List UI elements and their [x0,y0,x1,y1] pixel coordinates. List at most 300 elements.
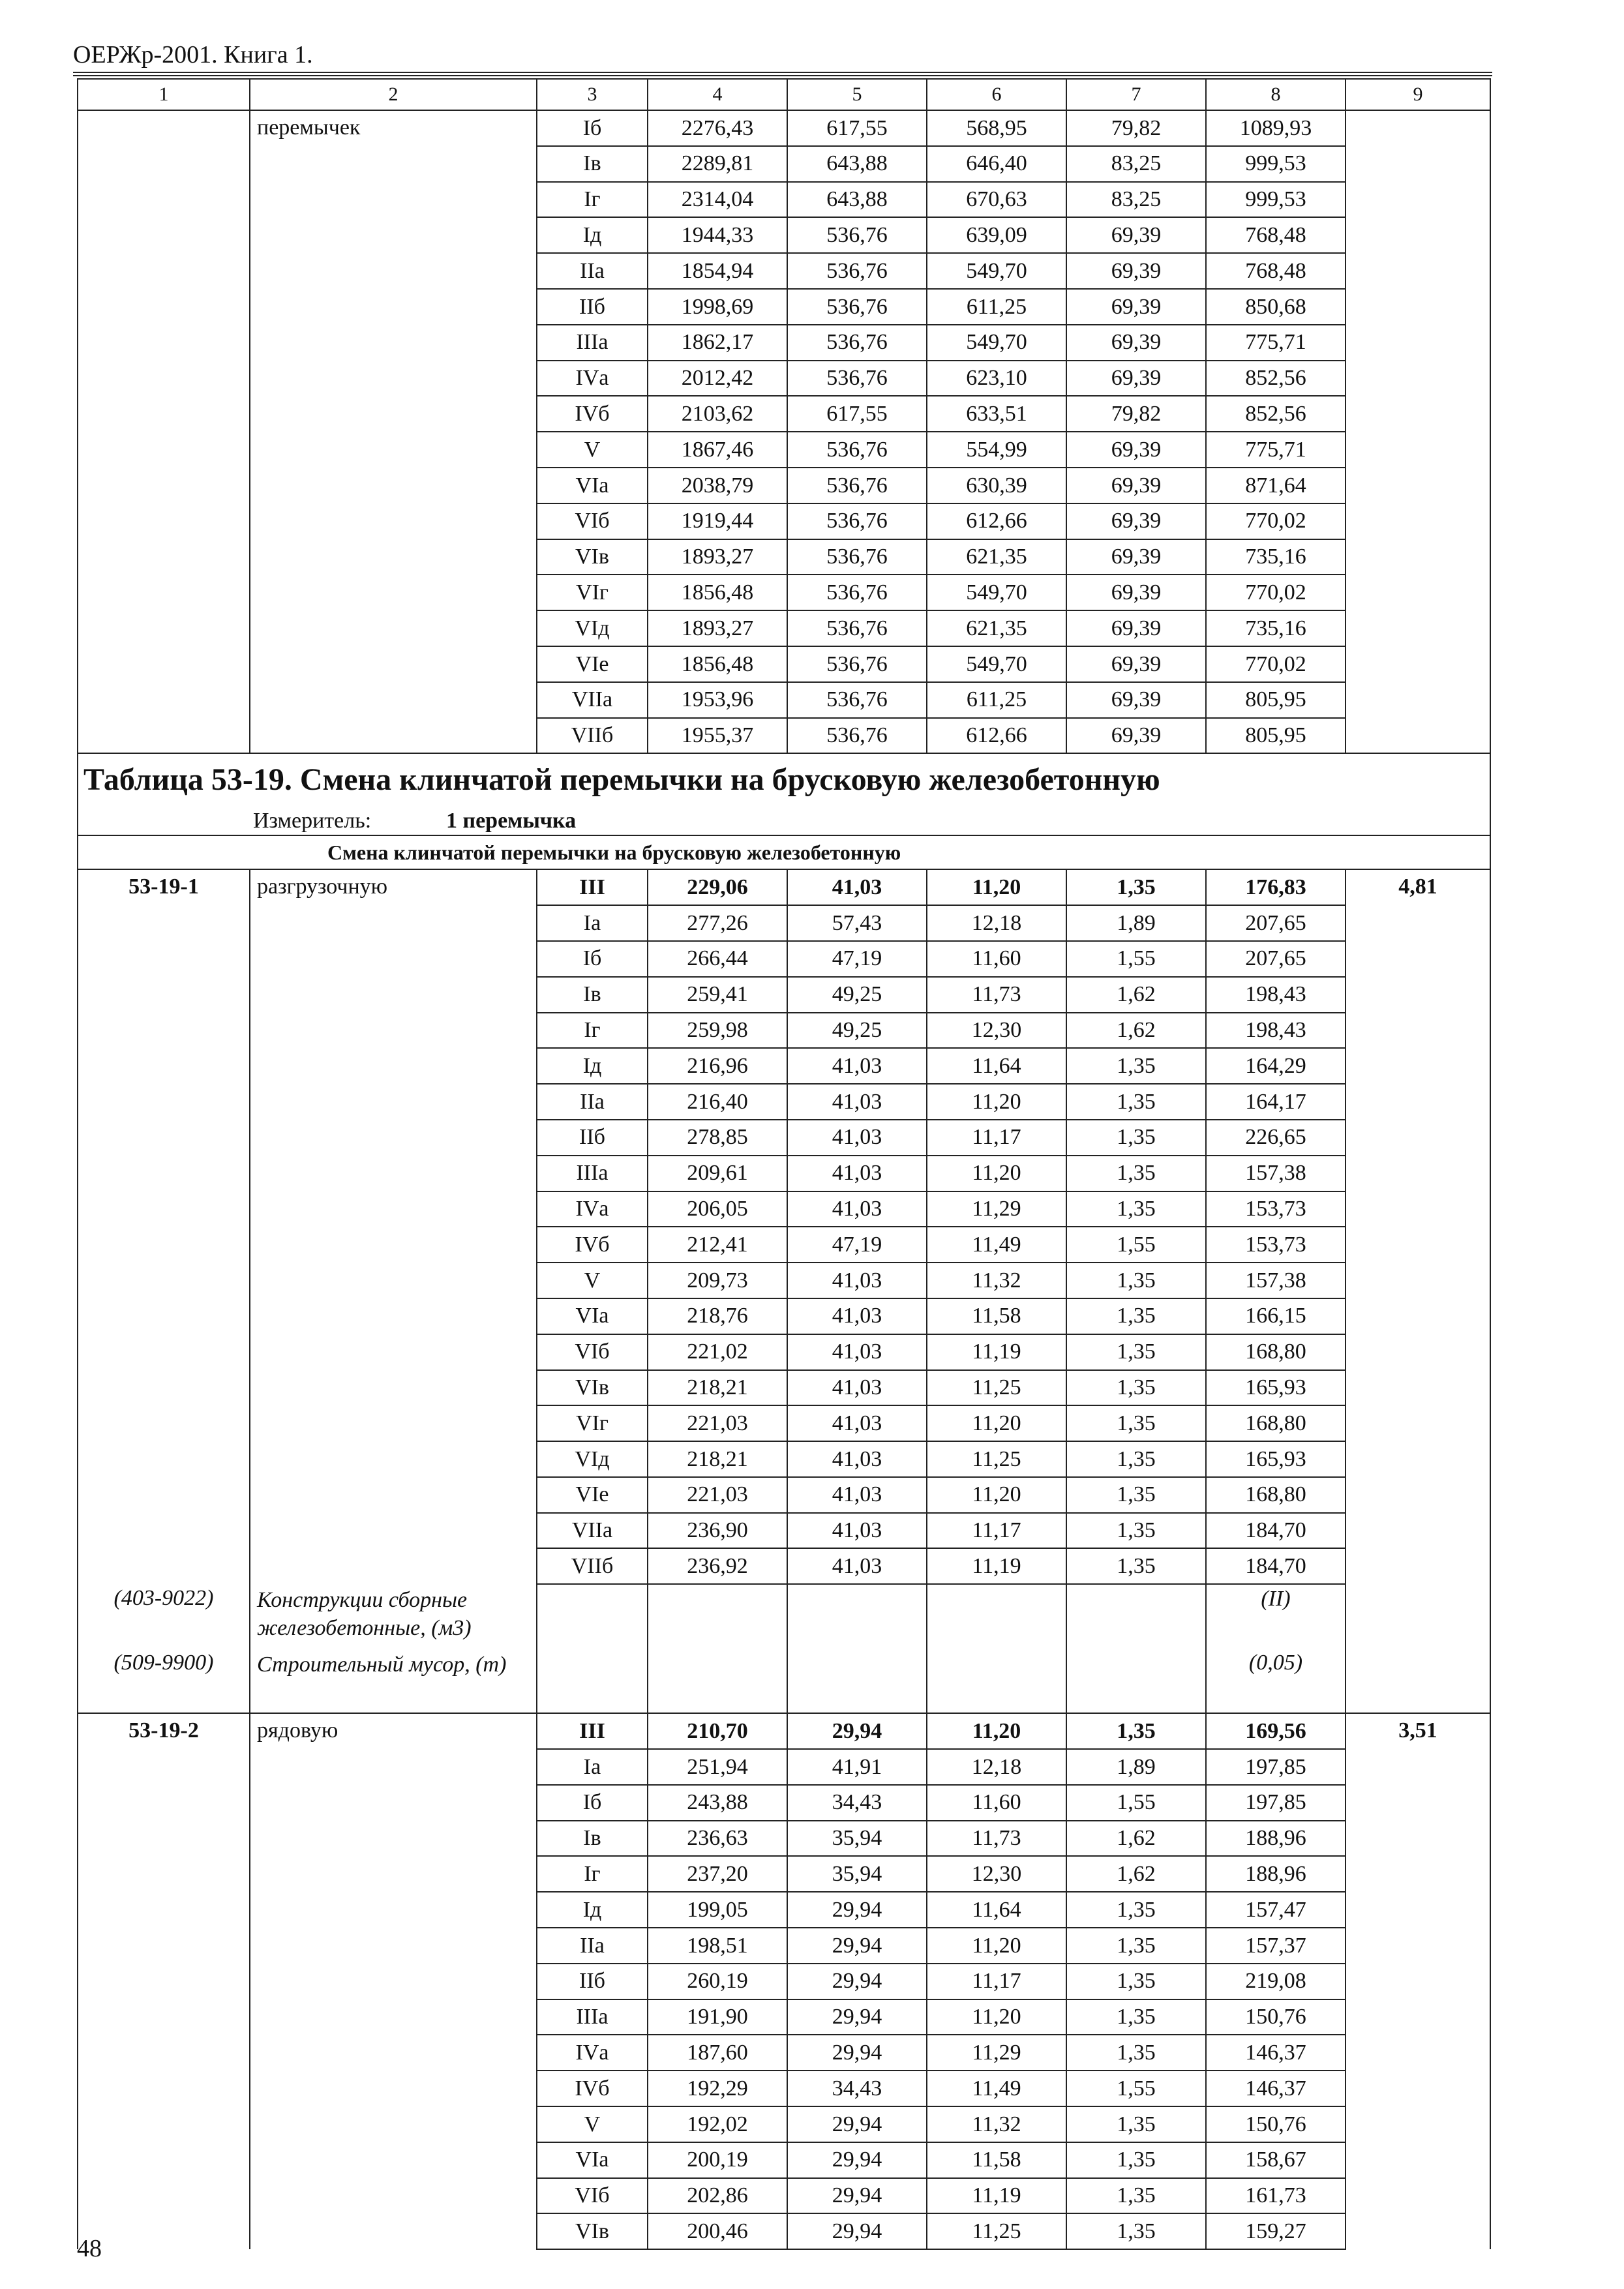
value-cell: 29,94 [787,1713,927,1749]
value-cell: 161,73 [1206,2178,1346,2214]
value-cell: 47,19 [787,941,927,977]
value-cell: 775,71 [1206,325,1346,361]
value-cell: 1,35 [1066,1713,1206,1749]
value-cell: 29,94 [787,2213,927,2249]
value-cell: 278,85 [648,1120,787,1156]
value-cell: 198,51 [648,1928,787,1964]
value-cell: 536,76 [787,646,927,682]
value-cell: 11,17 [927,1964,1066,1999]
value-cell: 41,03 [787,869,927,905]
zone-cell: IIIа [537,325,648,361]
subtitle-row [78,835,1490,869]
zone-cell: IIа [537,1928,648,1964]
value-cell: 153,73 [1206,1227,1346,1263]
value-cell: 146,37 [1206,2035,1346,2071]
value-cell: 1089,93 [1206,110,1346,146]
value-cell: 617,55 [787,110,927,146]
value-cell: 670,63 [927,182,1066,218]
value-cell: 29,94 [787,1999,927,2035]
value-cell: 11,58 [927,2142,1066,2178]
value-cell: 11,49 [927,1227,1066,1263]
empty-cell [927,1584,1066,1649]
value-cell: 11,60 [927,941,1066,977]
value-cell: 621,35 [927,539,1066,575]
value-cell: 168,80 [1206,1477,1346,1513]
value-cell: 259,41 [648,977,787,1013]
rate-code: 53-19-1 [78,869,250,1584]
value-cell: 1,62 [1066,1821,1206,1857]
resource-value: (II) [1206,1584,1346,1649]
value-cell: 1998,69 [648,289,787,325]
value-cell: 611,25 [927,289,1066,325]
zone-cell: IIб [537,289,648,325]
zone-cell: IIб [537,1120,648,1156]
zone-cell: V [537,432,648,468]
work-name: разгрузочную [250,869,537,1584]
zone-cell: III [537,1713,648,1749]
value-cell: 536,76 [787,289,927,325]
value-cell: 176,83 [1206,869,1346,905]
value-cell: 617,55 [787,396,927,432]
value-cell: 251,94 [648,1749,787,1785]
value-cell: 41,03 [787,1263,927,1298]
zone-cell: Iа [537,1749,648,1785]
value-cell: 852,56 [1206,396,1346,432]
zone-cell: IVб [537,2071,648,2106]
value-cell: 1,35 [1066,1048,1206,1084]
value-cell: 852,56 [1206,361,1346,396]
value-cell: 218,21 [648,1441,787,1477]
value-cell: 735,16 [1206,610,1346,646]
zone-cell: V [537,1263,648,1298]
column-number: 1 [78,79,250,110]
zone-cell: VIб [537,1334,648,1370]
value-cell: 169,56 [1206,1713,1346,1749]
value-cell: 159,27 [1206,2213,1346,2249]
value-cell: 999,53 [1206,146,1346,182]
value-cell: 29,94 [787,1964,927,1999]
value-cell: 646,40 [927,146,1066,182]
value-cell: 11,73 [927,977,1066,1013]
value-cell: 11,64 [927,1048,1066,1084]
value-cell: 1854,94 [648,253,787,289]
value-cell: 11,32 [927,2106,1066,2142]
value-cell: 536,76 [787,361,927,396]
zone-cell: Iг [537,182,648,218]
value-cell: 536,76 [787,325,927,361]
zone-cell: Iв [537,1821,648,1857]
value-cell: 191,90 [648,1999,787,2035]
value-cell: 41,03 [787,1120,927,1156]
value-cell: 219,08 [1206,1964,1346,1999]
value-cell: 536,76 [787,253,927,289]
empty-cell [537,1649,648,1713]
empty-cell [1066,1584,1206,1649]
value-cell: 11,25 [927,1370,1066,1406]
value-cell: 536,76 [787,682,927,718]
value-cell: 229,06 [648,869,787,905]
value-cell: 57,43 [787,905,927,941]
value-cell: 630,39 [927,468,1066,503]
resource-code: (403-9022) [78,1584,250,1649]
value-cell: 1,62 [1066,1013,1206,1049]
value-cell: 1919,44 [648,503,787,539]
column-number-row [78,79,1490,110]
value-cell: 1856,48 [648,575,787,610]
value-cell: 34,43 [787,2071,927,2106]
table-row [78,869,1490,905]
zone-cell: VIб [537,2178,648,2214]
value-cell: 568,95 [927,110,1066,146]
resource-code: (509-9900) [78,1649,250,1713]
resource-name: Конструкции сборные железобетонные, (м3) [250,1584,537,1649]
value-cell: 11,20 [927,869,1066,905]
value-cell: 12,18 [927,1749,1066,1785]
value-cell: 216,40 [648,1084,787,1120]
value-cell: 199,05 [648,1892,787,1928]
value-cell: 775,71 [1206,432,1346,468]
value-cell: 83,25 [1066,146,1206,182]
value-cell: 69,39 [1066,503,1206,539]
rate-code [78,110,250,753]
value-cell: 69,39 [1066,646,1206,682]
column-number: 9 [1346,79,1490,110]
value-cell: 1,55 [1066,2071,1206,2106]
value-cell: 1,55 [1066,1785,1206,1821]
value-cell: 41,03 [787,1084,927,1120]
table-subtitle: Смена клинчатой перемычки на брусковую железобетонную [78,835,1490,869]
value-cell: 850,68 [1206,289,1346,325]
empty-cell [648,1649,787,1713]
value-cell: 236,90 [648,1513,787,1549]
value-cell: 165,93 [1206,1370,1346,1406]
value-cell: 218,76 [648,1298,787,1334]
column-number: 5 [787,79,927,110]
value-cell: 41,91 [787,1749,927,1785]
value-cell: 206,05 [648,1191,787,1227]
value-cell: 49,25 [787,1013,927,1049]
value-cell: 12,18 [927,905,1066,941]
value-cell: 150,76 [1206,2106,1346,2142]
value-cell: 69,39 [1066,575,1206,610]
zone-cell: Iб [537,941,648,977]
value-cell: 2038,79 [648,468,787,503]
value-cell: 35,94 [787,1856,927,1892]
zone-cell: IIIа [537,1156,648,1191]
value-cell: 1,35 [1066,1156,1206,1191]
value-cell: 243,88 [648,1785,787,1821]
zone-cell: Iв [537,146,648,182]
value-cell: 168,80 [1206,1405,1346,1441]
meter-value: 1 перемычка [446,808,577,833]
value-cell: 41,03 [787,1370,927,1406]
value-cell: 41,03 [787,1441,927,1477]
value-cell: 1,35 [1066,869,1206,905]
resource-name: Строительный мусор, (т) [250,1649,537,1713]
value-cell: 1,35 [1066,1405,1206,1441]
value-cell: 11,17 [927,1120,1066,1156]
value-cell: 236,63 [648,1821,787,1857]
value-cell: 536,76 [787,718,927,754]
value-cell: 611,25 [927,682,1066,718]
meter-cell [78,806,1490,835]
value-cell: 11,64 [927,1892,1066,1928]
value-cell: 621,35 [927,610,1066,646]
value-cell: 1,62 [1066,977,1206,1013]
value-cell: 168,80 [1206,1334,1346,1370]
zone-cell: VIд [537,1441,648,1477]
value-cell: 12,30 [927,1856,1066,1892]
value-cell: 184,70 [1206,1548,1346,1584]
value-cell: 1893,27 [648,610,787,646]
value-cell: 221,02 [648,1334,787,1370]
value-cell: 11,49 [927,2071,1066,2106]
value-cell: 236,92 [648,1548,787,1584]
rates-table [77,78,1491,2250]
value-cell: 554,99 [927,432,1066,468]
value-cell: 49,25 [787,977,927,1013]
meter-row [78,806,1490,835]
value-cell: 11,29 [927,1191,1066,1227]
value-cell: 41,03 [787,1513,927,1549]
value-cell: 1,55 [1066,941,1206,977]
value-cell: 198,43 [1206,1013,1346,1049]
value-cell: 192,29 [648,2071,787,2106]
zone-cell: VIв [537,539,648,575]
zone-cell: Iд [537,1892,648,1928]
value-cell: 1,35 [1066,1999,1206,2035]
rate-code: 53-19-2 [78,1713,250,2249]
value-cell: 212,41 [648,1227,787,1263]
value-cell: 207,65 [1206,941,1346,977]
value-cell: 1944,33 [648,217,787,253]
value-cell: 1,35 [1066,1548,1206,1584]
value-cell: 11,19 [927,2178,1066,2214]
value-cell: 41,03 [787,1191,927,1227]
resource-row [78,1584,1490,1649]
value-cell: 1,35 [1066,2106,1206,2142]
value-cell: 200,19 [648,2142,787,2178]
value-cell: 1,35 [1066,1513,1206,1549]
zone-cell: Iа [537,905,648,941]
value-cell: 1,35 [1066,1191,1206,1227]
value-cell: 29,94 [787,2035,927,2071]
value-cell: 11,73 [927,1821,1066,1857]
zone-cell: IIIа [537,1999,648,2035]
value-cell: 11,19 [927,1334,1066,1370]
zone-cell: IIа [537,253,648,289]
value-cell: 770,02 [1206,646,1346,682]
table-title: Таблица 53-19. Смена клинчатой перемычки на брусковую железобетонную [78,753,1490,806]
empty-cell [787,1649,927,1713]
value-cell: 69,39 [1066,289,1206,325]
value-cell: 198,43 [1206,977,1346,1013]
value-cell: 11,19 [927,1548,1066,1584]
zone-cell: VIг [537,575,648,610]
value-cell: 770,02 [1206,575,1346,610]
value-cell: 536,76 [787,432,927,468]
value-cell: 164,29 [1206,1048,1346,1084]
zone-cell: VIе [537,646,648,682]
value-cell: 158,67 [1206,2142,1346,2178]
value-cell: 11,20 [927,1156,1066,1191]
zone-cell: III [537,869,648,905]
value-cell: 41,03 [787,1334,927,1370]
value-cell: 69,39 [1066,682,1206,718]
empty-cell [648,1584,787,1649]
zone-cell: Iб [537,110,648,146]
value-cell: 11,17 [927,1513,1066,1549]
value-cell: 1867,46 [648,432,787,468]
value-cell: 536,76 [787,539,927,575]
zone-cell: Iв [537,977,648,1013]
value-cell: 999,53 [1206,182,1346,218]
value-cell: 69,39 [1066,253,1206,289]
value-cell: 1,35 [1066,1892,1206,1928]
value-cell: 633,51 [927,396,1066,432]
value-cell: 218,21 [648,1370,787,1406]
zone-cell: Iг [537,1856,648,1892]
empty-cell [927,1649,1066,1713]
value-cell: 549,70 [927,575,1066,610]
value-cell: 69,39 [1066,325,1206,361]
value-cell: 197,85 [1206,1785,1346,1821]
value-cell: 200,46 [648,2213,787,2249]
value-cell: 536,76 [787,610,927,646]
value-cell: 1,89 [1066,905,1206,941]
value-cell: 41,03 [787,1405,927,1441]
zone-cell: IVб [537,396,648,432]
column-number: 3 [537,79,648,110]
value-cell: 2314,04 [648,182,787,218]
value-cell: 266,44 [648,941,787,977]
value-cell: 209,73 [648,1263,787,1298]
value-cell: 1893,27 [648,539,787,575]
value-cell: 768,48 [1206,253,1346,289]
value-cell: 29,94 [787,2142,927,2178]
value-cell: 188,96 [1206,1856,1346,1892]
value-cell: 69,39 [1066,361,1206,396]
work-name: перемычек [250,110,537,753]
value-cell: 153,73 [1206,1191,1346,1227]
zone-cell: VIв [537,2213,648,2249]
value-cell: 643,88 [787,146,927,182]
value-cell: 549,70 [927,325,1066,361]
value-cell: 1,35 [1066,2142,1206,2178]
value-cell: 536,76 [787,503,927,539]
value-cell: 83,25 [1066,182,1206,218]
value-cell: 768,48 [1206,217,1346,253]
value-cell: 35,94 [787,1821,927,1857]
value-cell: 1,89 [1066,1749,1206,1785]
value-cell: 69,39 [1066,718,1206,754]
value-cell: 1953,96 [648,682,787,718]
value-cell: 277,26 [648,905,787,941]
value-cell: 157,38 [1206,1156,1346,1191]
value-cell: 11,58 [927,1298,1066,1334]
col9-cell: 4,81 [1346,869,1490,1713]
empty-cell [537,1584,648,1649]
column-number: 7 [1066,79,1206,110]
column-number: 4 [648,79,787,110]
value-cell: 41,03 [787,1048,927,1084]
resource-value: (0,05) [1206,1649,1346,1713]
zone-cell: VIа [537,1298,648,1334]
value-cell: 11,20 [927,1084,1066,1120]
value-cell: 69,39 [1066,610,1206,646]
zone-cell: Iд [537,217,648,253]
value-cell: 216,96 [648,1048,787,1084]
value-cell: 210,70 [648,1713,787,1749]
value-cell: 549,70 [927,253,1066,289]
value-cell: 11,20 [927,1713,1066,1749]
value-cell: 536,76 [787,575,927,610]
value-cell: 41,03 [787,1477,927,1513]
zone-cell: VIIа [537,1513,648,1549]
value-cell: 1,35 [1066,1120,1206,1156]
zone-cell: VIIб [537,718,648,754]
value-cell: 34,43 [787,1785,927,1821]
header-rule-double [73,75,1492,76]
value-cell: 2289,81 [648,146,787,182]
value-cell: 549,70 [927,646,1066,682]
zone-cell: IVа [537,1191,648,1227]
zone-cell: IIб [537,1964,648,1999]
value-cell: 29,94 [787,2178,927,2214]
value-cell: 226,65 [1206,1120,1346,1156]
col9-cell: 3,51 [1346,1713,1490,2249]
value-cell: 259,98 [648,1013,787,1049]
zone-cell: VIд [537,610,648,646]
value-cell: 197,85 [1206,1749,1346,1785]
value-cell: 805,95 [1206,682,1346,718]
value-cell: 69,39 [1066,539,1206,575]
col9-cell [1346,110,1490,753]
zone-cell: IVа [537,361,648,396]
value-cell: 1,55 [1066,1227,1206,1263]
value-cell: 11,25 [927,2213,1066,2249]
value-cell: 805,95 [1206,718,1346,754]
zone-cell: Iг [537,1013,648,1049]
work-name: рядовую [250,1713,537,2249]
value-cell: 69,39 [1066,217,1206,253]
value-cell: 157,47 [1206,1892,1346,1928]
value-cell: 202,86 [648,2178,787,2214]
empty-cell [787,1584,927,1649]
value-cell: 166,15 [1206,1298,1346,1334]
value-cell: 1,35 [1066,1370,1206,1406]
value-cell: 2103,62 [648,396,787,432]
value-cell: 146,37 [1206,2071,1346,2106]
value-cell: 237,20 [648,1856,787,1892]
value-cell: 1,35 [1066,2178,1206,2214]
zone-cell: Iд [537,1048,648,1084]
value-cell: 29,94 [787,1928,927,1964]
value-cell: 221,03 [648,1477,787,1513]
value-cell: 41,03 [787,1156,927,1191]
value-cell: 221,03 [648,1405,787,1441]
value-cell: 1,35 [1066,1084,1206,1120]
value-cell: 536,76 [787,468,927,503]
value-cell: 69,39 [1066,468,1206,503]
zone-cell: VIа [537,468,648,503]
zone-cell: V [537,2106,648,2142]
zone-cell: VIе [537,1477,648,1513]
value-cell: 1862,17 [648,325,787,361]
column-number: 8 [1206,79,1346,110]
running-header: ОЕРЖр-2001. Книга 1. [73,41,313,68]
page-number: 48 [77,2235,102,2262]
